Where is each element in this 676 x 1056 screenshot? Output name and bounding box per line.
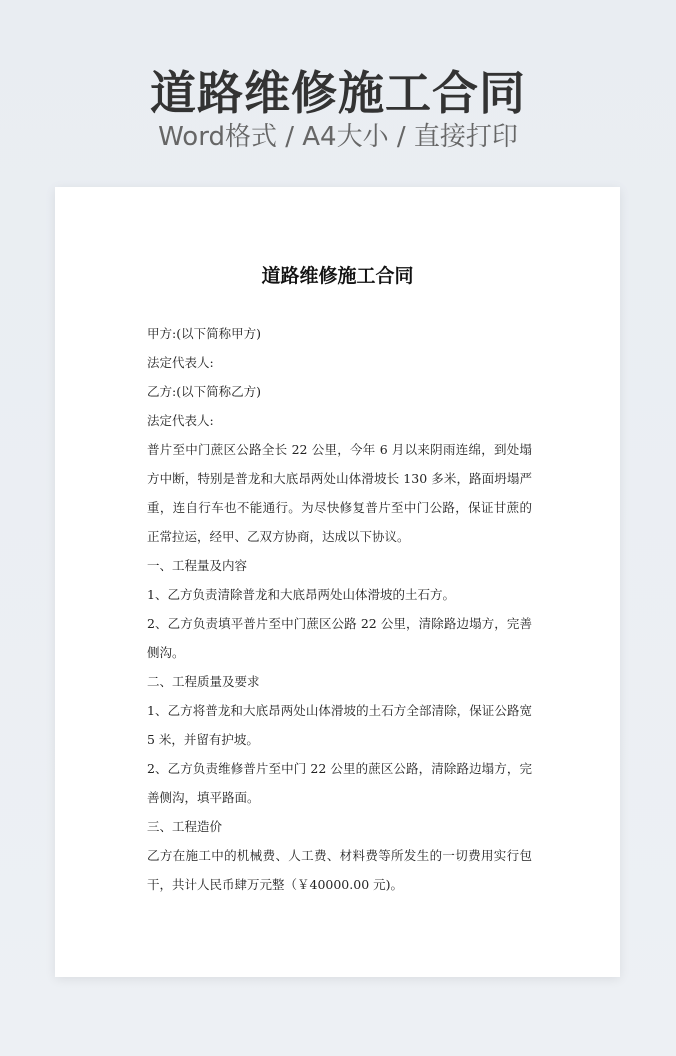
section-heading-cost: 三、工程造价 — [147, 819, 223, 834]
page-subtitle: Word格式 / A4大小 / 直接打印 — [158, 122, 518, 152]
party-a-line: 甲方:(以下简称甲方) — [147, 326, 261, 341]
document-page — [55, 187, 620, 977]
section-heading-scope: 一、工程量及内容 — [147, 558, 248, 573]
section-heading-quality: 二、工程质量及要求 — [147, 674, 260, 689]
party-b-representative-line: 法定代表人: — [147, 413, 214, 428]
party-b-line: 乙方:(以下简称乙方) — [147, 384, 261, 399]
intro-paragraph: 普片至中门蔗区公路全长 22 公里，今年 6 月以来阴雨连绵，到处塌方中断，特别是普龙和大底昂两处山体滑坡长 130 多米，路面坍塌严重，连自行车也不能通行。为尽快修复普片至中门公路，保证甘蔗的正常拉运，经甲、乙双方协商，达成以下协议。 — [147, 442, 532, 544]
scope-item-1: 1、乙方负责清除普龙和大底昂两处山体滑坡的土石方。 — [147, 587, 455, 602]
page-title: 道路维修施工合同 — [150, 66, 526, 120]
cost-paragraph: 乙方在施工中的机械费、人工费、材料费等所发生的一切费用实行包干，共计人民币肆万元整（￥40000.00 元)。 — [147, 848, 532, 892]
document-body — [147, 319, 532, 899]
scope-item-2: 2、乙方负责填平普片至中门蔗区公路 22 公里，清除路边塌方，完善侧沟。 — [147, 616, 532, 660]
quality-item-1: 1、乙方将普龙和大底昂两处山体滑坡的土石方全部清除，保证公路宽 5 米，并留有护坡。 — [147, 703, 532, 747]
quality-item-2: 2、乙方负责维修普片至中门 22 公里的蔗区公路，清除路边塌方，完善侧沟，填平路面。 — [147, 761, 532, 805]
party-a-representative-line: 法定代表人: — [147, 355, 214, 370]
document-title: 道路维修施工合同 — [261, 265, 414, 287]
